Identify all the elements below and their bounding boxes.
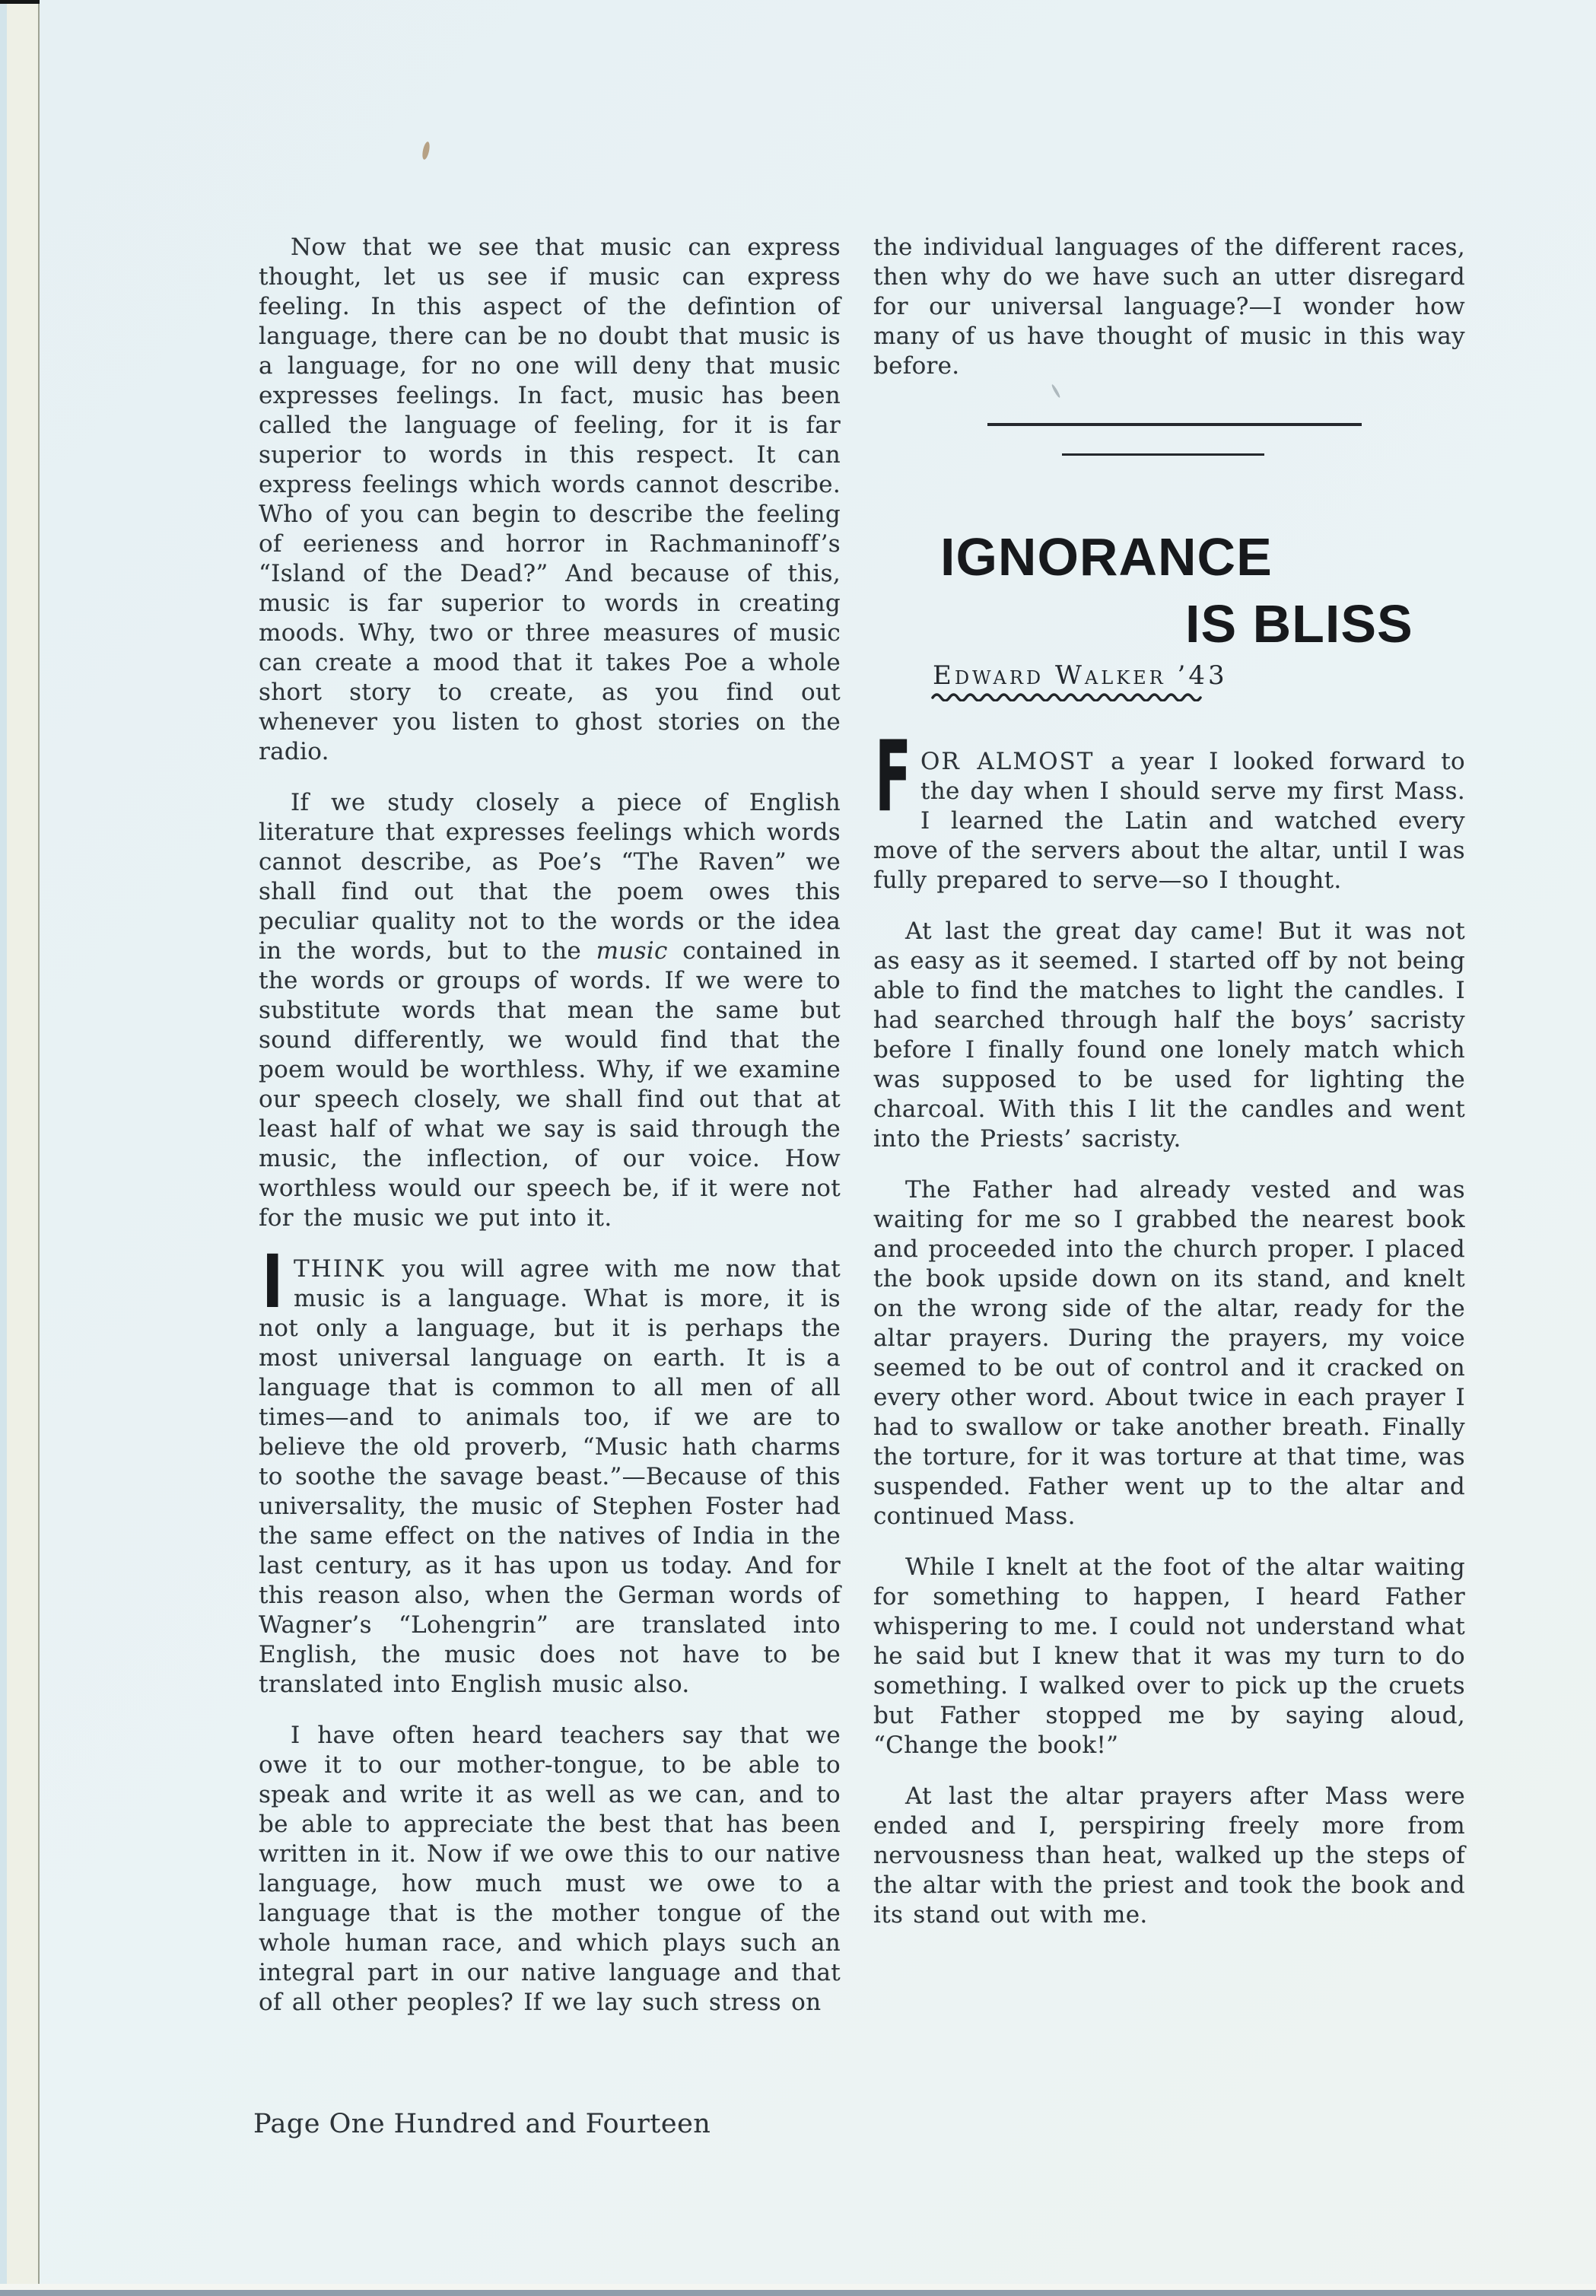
article-title — [940, 523, 1413, 657]
byline: Edward Walker ’43 — [933, 660, 1228, 691]
article-title-line1: IGNORANCE — [940, 527, 1273, 587]
scan-bottom-edge-band — [0, 2290, 1596, 2296]
page-number: Page One Hundred and Fourteen — [253, 2109, 711, 2139]
italic-word: music — [596, 937, 668, 965]
paragraph-text: a year I looked forward to the day when I should serve my first Mass. I learned the Latin and watched every move of the servers about the altar, until I was fully prepared to serve—so I thought. — [873, 748, 1465, 894]
drop-cap-f: F — [875, 720, 912, 834]
paragraph-i-think — [259, 1239, 841, 1700]
lead-caps: OR ALMOST — [920, 748, 1111, 775]
divider-rule-long — [987, 423, 1362, 426]
paragraph-text: the individual languages of the different races, then why do we have such an utter disregard for our universal language?—I wonder how many of us have thought of music in this way before. — [873, 234, 1465, 380]
left-column — [259, 233, 841, 2018]
article-title-line2: IS BLISS — [1185, 594, 1413, 654]
paper-speck — [421, 141, 431, 160]
paragraph-continuation — [873, 233, 1465, 381]
paragraph-altar-prayers-ended — [873, 1782, 1465, 1930]
paragraph-text: While I knelt at the foot of the altar waiting for something to happen, I heard Father whispering to me. I could not understand what he said but I knew that it was my turn to do something. I walked over to pick up the cruets but Father stopped me by saying aloud, “Change the book!” — [873, 1553, 1465, 1759]
scan-left-edge-shadow — [0, 0, 7, 2296]
paragraph-father-vested — [873, 1175, 1465, 1531]
paper-speck — [1051, 383, 1060, 398]
divider-rule-short — [1062, 453, 1264, 456]
paragraph-great-day — [873, 917, 1465, 1154]
right-column — [873, 233, 1465, 1929]
paragraph-text: At last the altar prayers after Mass were ended and I, perspiring freely more from nervousness than heat, walked up the steps of the altar with the priest and took the book and its stand out with me. — [873, 1782, 1465, 1929]
paragraph-text: you will agree with me now that music is a language. What is more, it is not only a language, but it is perhaps the most universal language on earth. It is a language that is common to all men of all times—and to animals too, if we are to believe the old proverb, “Music hath charms to soothe the savage beast.”—Because of this universality, the music of Stephen Foster had the same effect on the natives of India in the last century, as it has upon us today. And for this reason also, when the German words of Wagner’s “Lohengrin” are translated into English, the music does not have to be translated into English music also. — [259, 1255, 841, 1698]
paragraph-text: If we study closely a piece of English literature that expresses feelings which words cannot describe, as Poe’s “The Raven” we shall find out that the poem owes this peculiar quality not to the words or the idea in the words, but to the — [259, 789, 841, 965]
scan-bottom-edge-highlight — [0, 2284, 1596, 2290]
paragraph-english-literature — [259, 788, 841, 1233]
paragraph-music-expresses-thought — [259, 233, 841, 767]
article-body — [873, 720, 1465, 1930]
wavy-underline — [931, 689, 1202, 701]
drop-cap-i: I — [262, 1239, 284, 1324]
paragraph-for-almost — [873, 720, 1465, 895]
paragraph-text: The Father had already vested and was waiting for me so I grabbed the nearest book and proceeded into the church proper. I placed the book upside down on its stand, and knelt on the wrong side of the altar, ready for the altar prayers. During the prayers, my voice seemed to be out of control and it cracked on every other word. About twice in each prayer I had to swallow or take another breath. Finally the torture, for it was torture at that time, was suspended. Father went up to the altar and continued Mass. — [873, 1176, 1465, 1530]
paragraph-text: Now that we see that music can express thought, let us see if music can express feeling. In this aspect of the defintion of language, there can be no doubt that music is a language, for no one will deny that music expresses feelings. In fact, music has been called the language of feeling, for it is far superior to words in this respect. It can express feelings which words cannot describe. Who of you can begin to describe the feeling of eerieness and horror in Rachmaninoff’s “Island of the Dead?” And because of this, music is far superior to words in creating moods. Why, two or three measures of music can create a mood that it takes Poe a whole short story to create, as you find out whenever you listen to ghost stories on the radio. — [259, 234, 841, 765]
lead-caps: THINK — [294, 1255, 402, 1283]
paragraph-text: At last the great day came! But it was not as easy as it seemed. I started off by not being able to find the matches to light the candles. I had searched through half the boys’ sacristy before I finally found one lonely match which was supposed to be used for lighting the charcoal. With this I lit the candles and went into the Priests’ sacristy. — [873, 917, 1465, 1153]
scan-corner-mark — [0, 0, 40, 4]
paragraph-while-knelt — [873, 1553, 1465, 1760]
paragraph-text: I have often heard teachers say that we owe it to our mother-tongue, to be able to speak and write it as well as we can, and to be able to appreciate the best that has been written in it. Now if we owe this to our native language, how much must we owe to a language that is the mother tongue of the whole human race, and which plays such an integral part in our native language and that of all other peoples? If we lay such stress on — [259, 1722, 841, 2016]
paragraph-text: contained in the words or groups of words. If we were to substitute words that mean the same but sound differently, we would find that the poem would be worthless. Why, if we examine our speech closely, we shall find out that at least half of what we say is said through the music, the inflection, of our voice. How worthless would our speech be, if it were not for the music we put into it. — [259, 937, 841, 1232]
paragraph-mother-tongue — [259, 1721, 841, 2018]
